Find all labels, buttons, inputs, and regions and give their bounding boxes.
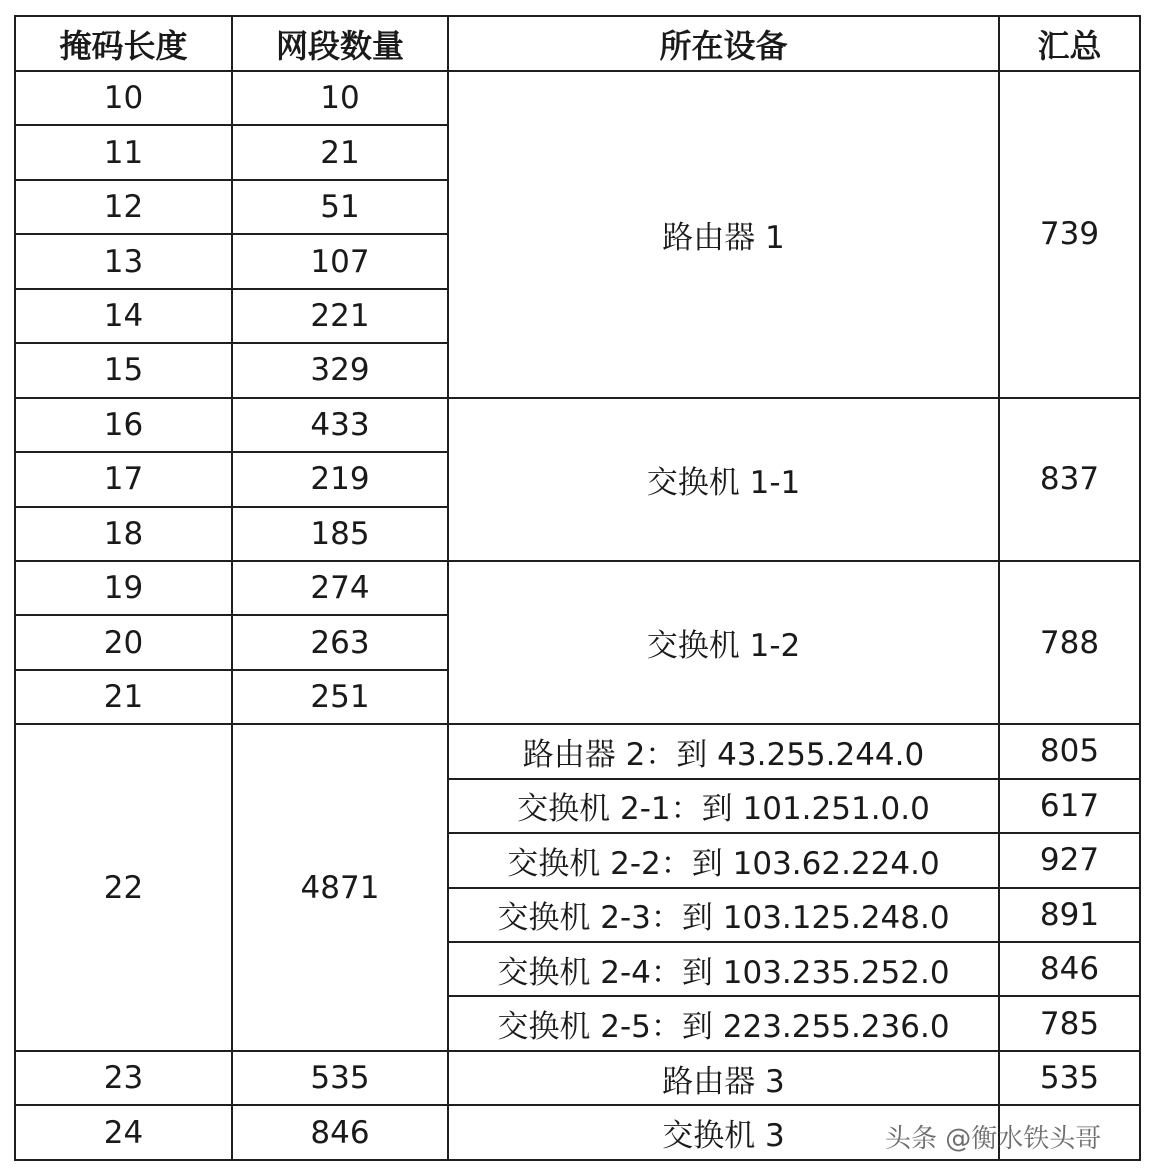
mask-cell: 22: [15, 724, 232, 1051]
mask-cell: 20: [15, 615, 232, 669]
mask-cell: 19: [15, 561, 232, 615]
count-cell: 51: [232, 180, 448, 234]
summary-cell: 927: [999, 833, 1140, 887]
summary-cell: 788: [999, 561, 1140, 724]
header-summary: 汇总: [999, 16, 1140, 71]
count-cell: 4871: [232, 724, 448, 1051]
table-row: [15, 1051, 1140, 1105]
mask-cell: 24: [15, 1105, 232, 1159]
mask-cell: 10: [15, 71, 232, 125]
header-mask-length: 掩码长度: [15, 16, 232, 71]
count-cell: 251: [232, 670, 448, 724]
mask-cell: 17: [15, 452, 232, 506]
mask-cell: 12: [15, 180, 232, 234]
count-cell: 329: [232, 343, 448, 397]
device-cell: 路由器 3: [448, 1051, 999, 1105]
device-cell: 交换机 2-2：到 103.62.224.0: [448, 833, 999, 887]
mask-cell: 13: [15, 234, 232, 288]
summary-cell: 535: [999, 1051, 1140, 1105]
count-cell: 535: [232, 1051, 448, 1105]
device-cell: 路由器 2：到 43.255.244.0: [448, 724, 999, 778]
mask-cell: 11: [15, 125, 232, 179]
mask-cell: 23: [15, 1051, 232, 1105]
count-cell: 433: [232, 398, 448, 452]
device-cell: 路由器 1: [448, 71, 999, 398]
mask-cell: 21: [15, 670, 232, 724]
count-cell: 219: [232, 452, 448, 506]
device-cell: 交换机 3: [448, 1105, 999, 1159]
count-cell: 846: [232, 1105, 448, 1159]
summary-cell: 891: [999, 888, 1140, 942]
mask-cell: 16: [15, 398, 232, 452]
count-cell: 21: [232, 125, 448, 179]
header-device: 所在设备: [448, 16, 999, 71]
device-cell: 交换机 1-2: [448, 561, 999, 724]
summary-cell: 739: [999, 71, 1140, 398]
mask-cell: 14: [15, 289, 232, 343]
count-cell: 221: [232, 289, 448, 343]
count-cell: 263: [232, 615, 448, 669]
summary-cell: 617: [999, 779, 1140, 833]
table-row: [15, 561, 1140, 615]
mask-cell: 15: [15, 343, 232, 397]
table-row: [15, 724, 1140, 778]
header-row: [15, 16, 1140, 71]
device-cell: 交换机 1-1: [448, 398, 999, 561]
count-cell: 10: [232, 71, 448, 125]
mask-summary-table: [14, 15, 1141, 1161]
device-cell: 交换机 2-1：到 101.251.0.0: [448, 779, 999, 833]
count-cell: 185: [232, 507, 448, 561]
count-cell: 274: [232, 561, 448, 615]
summary-cell: 785: [999, 996, 1140, 1050]
table-row: [15, 398, 1140, 452]
watermark: 头条 @衡水铁头哥: [885, 1124, 1102, 1154]
device-cell: 交换机 2-3：到 103.125.248.0: [448, 888, 999, 942]
device-cell: 交换机 2-5：到 223.255.236.0: [448, 996, 999, 1050]
table-row: [15, 71, 1140, 125]
summary-cell: 805: [999, 724, 1140, 778]
header-segment-count: 网段数量: [232, 16, 448, 71]
summary-cell: 837: [999, 398, 1140, 561]
summary-cell: 846: [999, 942, 1140, 996]
mask-cell: 18: [15, 507, 232, 561]
device-cell: 交换机 2-4：到 103.235.252.0: [448, 942, 999, 996]
count-cell: 107: [232, 234, 448, 288]
